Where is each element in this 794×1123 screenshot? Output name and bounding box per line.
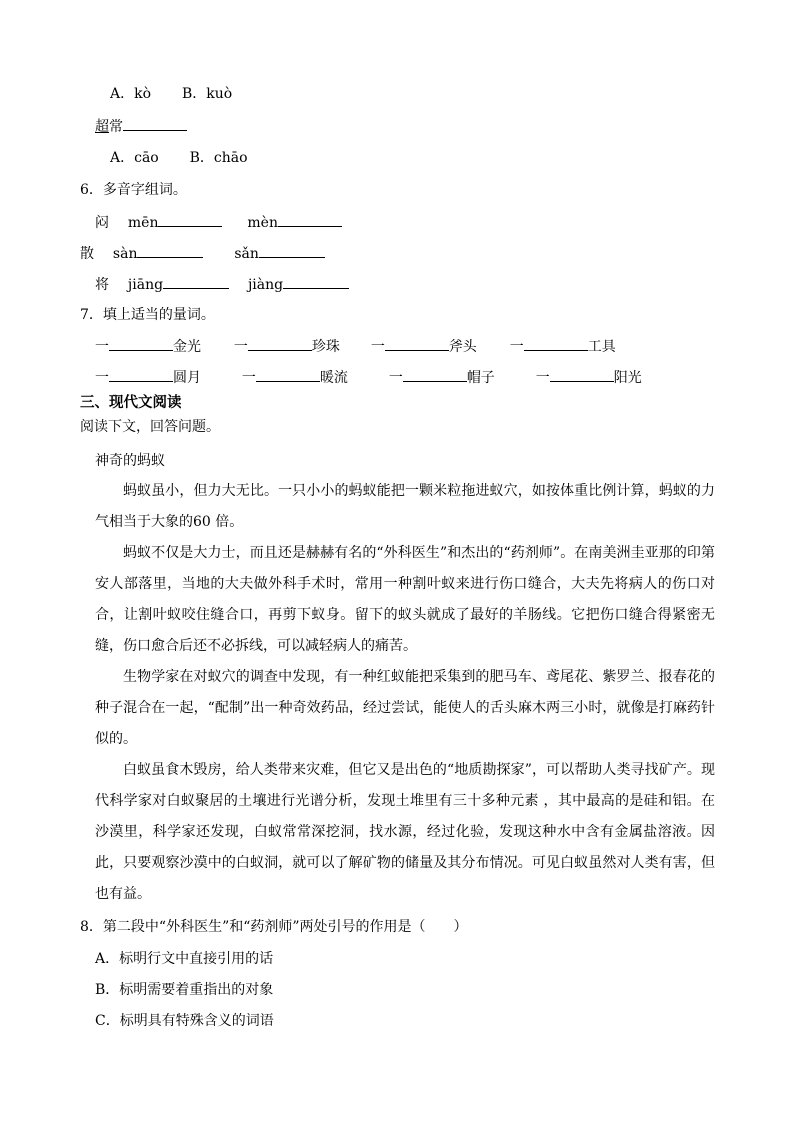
option-a[interactable]: A．kò	[110, 86, 152, 102]
pinyin: jiàng	[247, 277, 284, 293]
yi-char: 一	[95, 339, 109, 355]
answer-blank[interactable]	[385, 336, 449, 351]
chao-word-fill	[95, 116, 187, 137]
pinyin: sàn	[112, 246, 138, 262]
word-rest: 常	[109, 119, 123, 135]
option-b[interactable]: B．kuò	[181, 86, 233, 102]
pinyin: mèn	[247, 215, 278, 231]
answer-blank[interactable]	[123, 116, 187, 131]
chao-options	[110, 148, 248, 168]
answer-blank[interactable]	[278, 212, 342, 227]
yi-char: 一	[388, 370, 403, 386]
q6-row	[95, 274, 349, 295]
q6-title: 6．多音字组词。	[80, 182, 187, 198]
q7-title: 7．填上适当的量词。	[80, 307, 215, 323]
answer-blank[interactable]	[158, 212, 222, 227]
answer-blank[interactable]	[259, 243, 325, 258]
reading-instruction: 阅读下文，回答问题。	[80, 419, 220, 435]
measure-noun: 工具	[587, 339, 616, 355]
answer-blank[interactable]	[248, 336, 312, 351]
q8-option-c[interactable]: C．标明具有特殊含义的词语	[95, 1013, 274, 1029]
q6-row	[80, 243, 325, 264]
article-paragraph-1: 蚂蚁虽小，但力大无比。一只小小的蚂蚁能把一颗米粒拖进蚁穴，如按体重比例计算，蚂蚁的力气相当于大象的60 倍。	[95, 483, 715, 530]
measure-noun: 珍珠	[311, 339, 340, 355]
answer-blank[interactable]	[109, 367, 173, 382]
q7-row	[95, 367, 642, 388]
q8-stem: 8．第二段中“外科医生”和“药剂师”两处引号的作用是（ ）	[80, 919, 468, 935]
article-paragraph-2: 蚂蚁不仅是大力士，而且还是赫赫有名的“外科医生”和杰出的“药剂师”。在南美洲圭亚那的印第安人部落里，当地的大夫做外科手术时，常用一种割叶蚁来进行伤口缝合，大夫先将病人的伤口对合，让割叶蚁咬住缝合口，再剪下蚁身。留下的蚁头就成了最好的羊肠线。它把伤口缝合得紧密无缝，伤口愈合后还不必拆线，可以减轻病人的痛苦。	[95, 545, 715, 654]
yi-char: 一	[241, 370, 256, 386]
pinyin: jiāng	[127, 277, 164, 293]
section-heading: 三、现代文阅读	[80, 394, 182, 411]
measure-noun: 斧头	[448, 339, 477, 355]
yi-char: 一	[370, 339, 385, 355]
article-paragraph-3: 生物学家在对蚁穴的调查中发现，有一种红蚁能把采集到的肥马车、鸢尾花、紫罗兰、报春花的种子混合在一起，“配制”出一种奇效药品，经过尝试，能使人的舌头麻木两三小时，就像是打麻药针似的。	[95, 669, 715, 747]
answer-blank[interactable]	[283, 274, 349, 289]
answer-blank[interactable]	[550, 367, 614, 382]
q8-option-a[interactable]: A．标明行文中直接引用的话	[95, 951, 274, 967]
q8-option-b[interactable]: B．标明需要着重指出的对象	[95, 982, 274, 998]
pinyin: mēn	[127, 215, 159, 231]
yi-char: 一	[509, 339, 524, 355]
answer-blank[interactable]	[256, 367, 320, 382]
poly-char: 将	[95, 277, 109, 293]
q7-row	[95, 336, 616, 357]
yi-char: 一	[95, 370, 109, 386]
article-paragraph-4: 白蚁虽食木毁房，给人类带来灾难，但它又是出色的“地质勘探家”，可以帮助人类寻找矿产。现代科学家对白蚁聚居的土壤进行光谱分析，发现土堆里有三十多种元素 ，其中最高的是硅和铝。在沙漠里，科学家还发现，白蚁常常深挖洞，找水源，经过化验，发现这种水中含有金属盐溶液。因此，只要观察沙漠中的白蚁洞，就可以了解矿物的储量及其分布情况。可见白蚁虽然对人类有害，但也有益。	[95, 762, 715, 902]
measure-noun: 暖流	[319, 370, 348, 386]
measure-noun: 帽子	[466, 370, 495, 386]
answer-blank[interactable]	[403, 367, 467, 382]
option-a[interactable]: A．cāo	[110, 150, 159, 166]
answer-blank[interactable]	[109, 336, 173, 351]
measure-noun: 圆月	[173, 370, 201, 386]
measure-noun: 金光	[173, 339, 201, 355]
answer-blank[interactable]	[524, 336, 588, 351]
pinyin: sǎn	[234, 246, 259, 262]
underlined-char: 超	[95, 119, 109, 135]
poly-char: 散	[80, 246, 94, 262]
measure-noun: 阳光	[613, 370, 642, 386]
kuo-options	[110, 84, 232, 104]
answer-blank[interactable]	[163, 274, 229, 289]
article-title: 神奇的蚂蚁	[95, 453, 165, 469]
answer-blank[interactable]	[137, 243, 203, 258]
yi-char: 一	[535, 370, 550, 386]
q6-row	[95, 212, 342, 233]
yi-char: 一	[233, 339, 248, 355]
option-b[interactable]: B．chāo	[189, 150, 248, 166]
poly-char: 闷	[95, 215, 109, 231]
